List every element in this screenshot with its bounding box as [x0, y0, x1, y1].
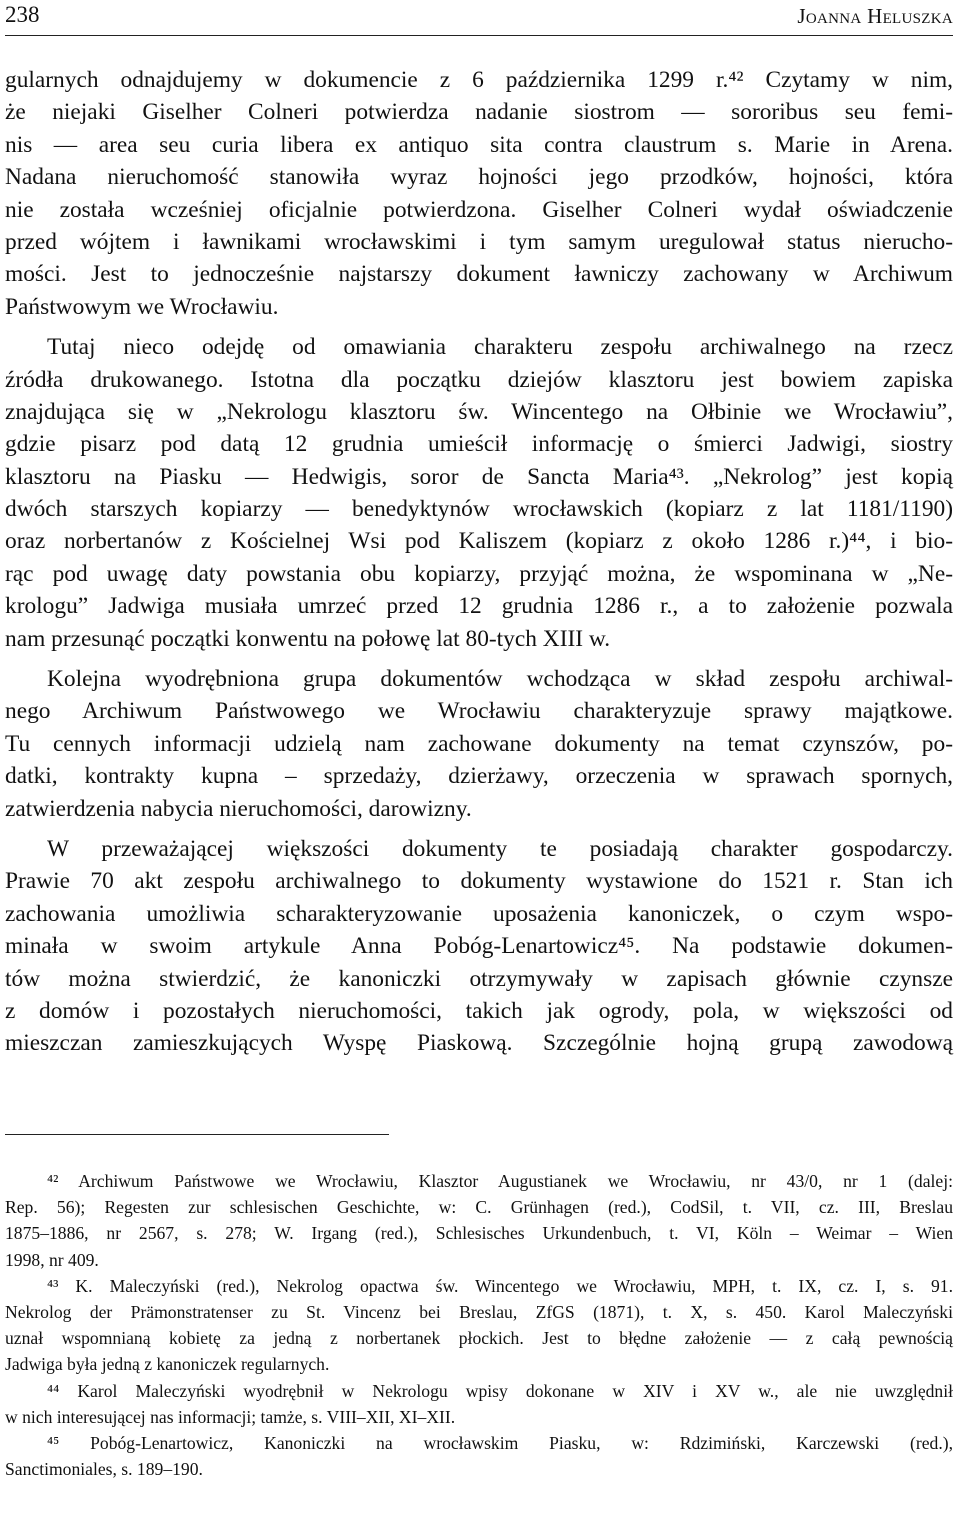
page-number: 238 [5, 2, 40, 27]
paragraph-gap [5, 655, 953, 663]
footnote-line: ⁴³ K. Maleczyński (red.), Nekrolog opactwa św. Wincentego we Wrocławiu, MPH, t. IX, cz. I, s. 91. [47, 1275, 953, 1296]
body-line: z domów i pozostałych nieruchomości, takich jak ogrody, pola, w większości od [5, 997, 953, 1024]
footnote-line: Sanctimoniales, s. 189–190. [5, 1459, 203, 1480]
footnote-line: ⁴² Archiwum Państwowe we Wrocławiu, Klasztor Augustianek we Wrocławiu, nr 43/0, nr 1 (dalej: [47, 1171, 953, 1191]
body-line: zatwierdzenia nabycia nieruchomości, darowizny. [5, 795, 472, 822]
footnote-line: Rep. 56); Regesten zur schlesischen Geschichte, w: C. Grünhagen (red.), CodSil, t. VII, cz. III, Breslau [5, 1197, 953, 1218]
running-head-author: Joanna Heluszka [797, 4, 953, 28]
body-line: nam przesunąć początki konwentu na połowę lat 80-tych XIII w. [5, 625, 611, 652]
footnote-line: Nekrolog der Prämonstratenser zu St. Vincenz bei Breslau, ZfGS (1871), t. X, s. 450. Karol Maleczyński [5, 1301, 953, 1322]
paragraph-gap [5, 825, 953, 833]
footnote-line: 1998, nr 409. [5, 1249, 99, 1270]
body-line: tów można stwierdzić, że kanoniczki otrzymywały w zapisach głównie czynsze [5, 965, 953, 992]
body-line: nego Archiwum Państwowego we Wrocławiu charakteryzuje sprawy majątkowe. [5, 698, 953, 725]
footnote-line: Jadwiga była jedną z kanoniczek regularnych. [5, 1354, 330, 1375]
body-line: źródła drukowanego. Istotna dla początku dziejów klasztoru jest bowiem zapiska [5, 366, 953, 393]
body-line: nis — area seu curia libera ex antiquo sita contra claustrum s. Marie in Arena. [5, 131, 953, 158]
footnote-separator [5, 1134, 389, 1135]
body-line: Tu cennych informacji udzielą nam zachowane dokumenty na temat czynszów, po- [5, 730, 953, 757]
body-line: zachowania umożliwia scharakteryzowanie uposażenia kanoniczek, o czym wspo- [5, 900, 953, 927]
running-header [5, 0, 953, 36]
body-line: klasztoru na Piasku — Hedwigis, soror de Sancta Maria⁴³. „Nekrolog” jest kopią [5, 463, 953, 490]
body-line: Nadana nieruchomość stanowiła wyraz hojności jego przodków, hojności, która [5, 164, 953, 191]
footnote-line: ⁴⁵ Pobóg-Lenartowicz, Kanoniczki na wrocławskim Piasku, w: Rdzimiński, Karczewski (red.), [47, 1432, 953, 1453]
body-line: datki, kontrakty kupna – sprzedaży, dzierżawy, orzeczenia w sprawach spornych, [5, 763, 953, 790]
paragraph-gap [5, 323, 953, 331]
body-line: gdzie pisarz pod datą 12 grudnia umieścił informację o śmierci Jadwigi, siostry [5, 431, 953, 458]
footnote-line: ⁴⁴ Karol Maleczyński wyodrębnił w Nekrologu wpisy dokonane w XIV i XV w., ale nie uwzględnił [47, 1380, 953, 1401]
body-line: mieszczan zamieszkujących Wyspę Piaskową. Szczególnie hojną grupą zawodową [5, 1030, 953, 1057]
footnote-line: w nich interesującej nas informacji; tamże, s. VIII–XII, XI–XII. [5, 1406, 456, 1427]
footnotes [5, 1168, 953, 1482]
document-page [5, 0, 953, 1528]
body-line: rąc pod uwagę daty powstania obu kopiarzy, przyjąć można, że wspominana w „Ne- [5, 560, 953, 587]
body-line: Kolejna wyodrębniona grupa dokumentów wchodząca w skład zespołu archiwal- [47, 666, 953, 693]
body-line: krologu” Jadwiga musiała umrzeć przed 12 grudnia 1286 r., a to założenie pozwala [5, 593, 953, 620]
body-line: gularnych odnajdujemy w dokumencie z 6 października 1299 r.⁴² Czytamy w nim, [5, 67, 953, 93]
body-line: Prawie 70 akt zespołu archiwalnego to dokumenty wystawione do 1521 r. Stan ich [5, 868, 953, 895]
body-line: mości. Jest to jednocześnie najstarszy dokument ławniczy zachowany w Archiwum [5, 261, 953, 288]
footnote-line: 1875–1886, nr 2567, s. 278; W. Irgang (red.), Schlesisches Urkundenbuch, t. VI, Köln – Weimar – Wien [5, 1223, 953, 1244]
body-line: oraz norbertanów z Kościelnej Wsi pod Kaliszem (kopiarz z około 1286 r.)⁴⁴, i bio- [5, 528, 953, 555]
body-line: znajdująca się w „Nekrologu klasztoru św. Wincentego na Ołbinie we Wrocławiu”, [5, 398, 953, 425]
body-line: Państwowym we Wrocławiu. [5, 293, 279, 320]
body-line: nie została wcześniej oficjalnie potwierdzona. Giselher Colneri wydał oświadczenie [5, 196, 953, 223]
header-rule [5, 35, 953, 36]
body-line: przed wójtem i ławnikami wrocławskimi i tym samym uregulował status nierucho- [5, 228, 953, 255]
body-line: że niejaki Giselher Colneri potwierdza nadanie siostrom — sororibus seu femi- [5, 99, 953, 126]
footnote-line: uznał wspomnianą kobietę za jedną z norbertanek płockich. Jest to błędne założenie — z całą pewnością [5, 1328, 953, 1349]
body-text [5, 64, 953, 1060]
body-line: W przeważającej większości dokumenty te posiadają charakter gospodarczy. [47, 835, 953, 862]
body-line: Tutaj nieco odejdę od omawiania charakteru zespołu archiwalnego na rzecz [47, 334, 953, 361]
body-line: dwóch starszych kopiarzy — benedyktynów wrocławskich (kopiarz z lat 1181/1190) [5, 496, 953, 523]
body-line: minała w swoim artykule Anna Pobóg-Lenartowicz⁴⁵. Na podstawie dokumen- [5, 933, 953, 960]
